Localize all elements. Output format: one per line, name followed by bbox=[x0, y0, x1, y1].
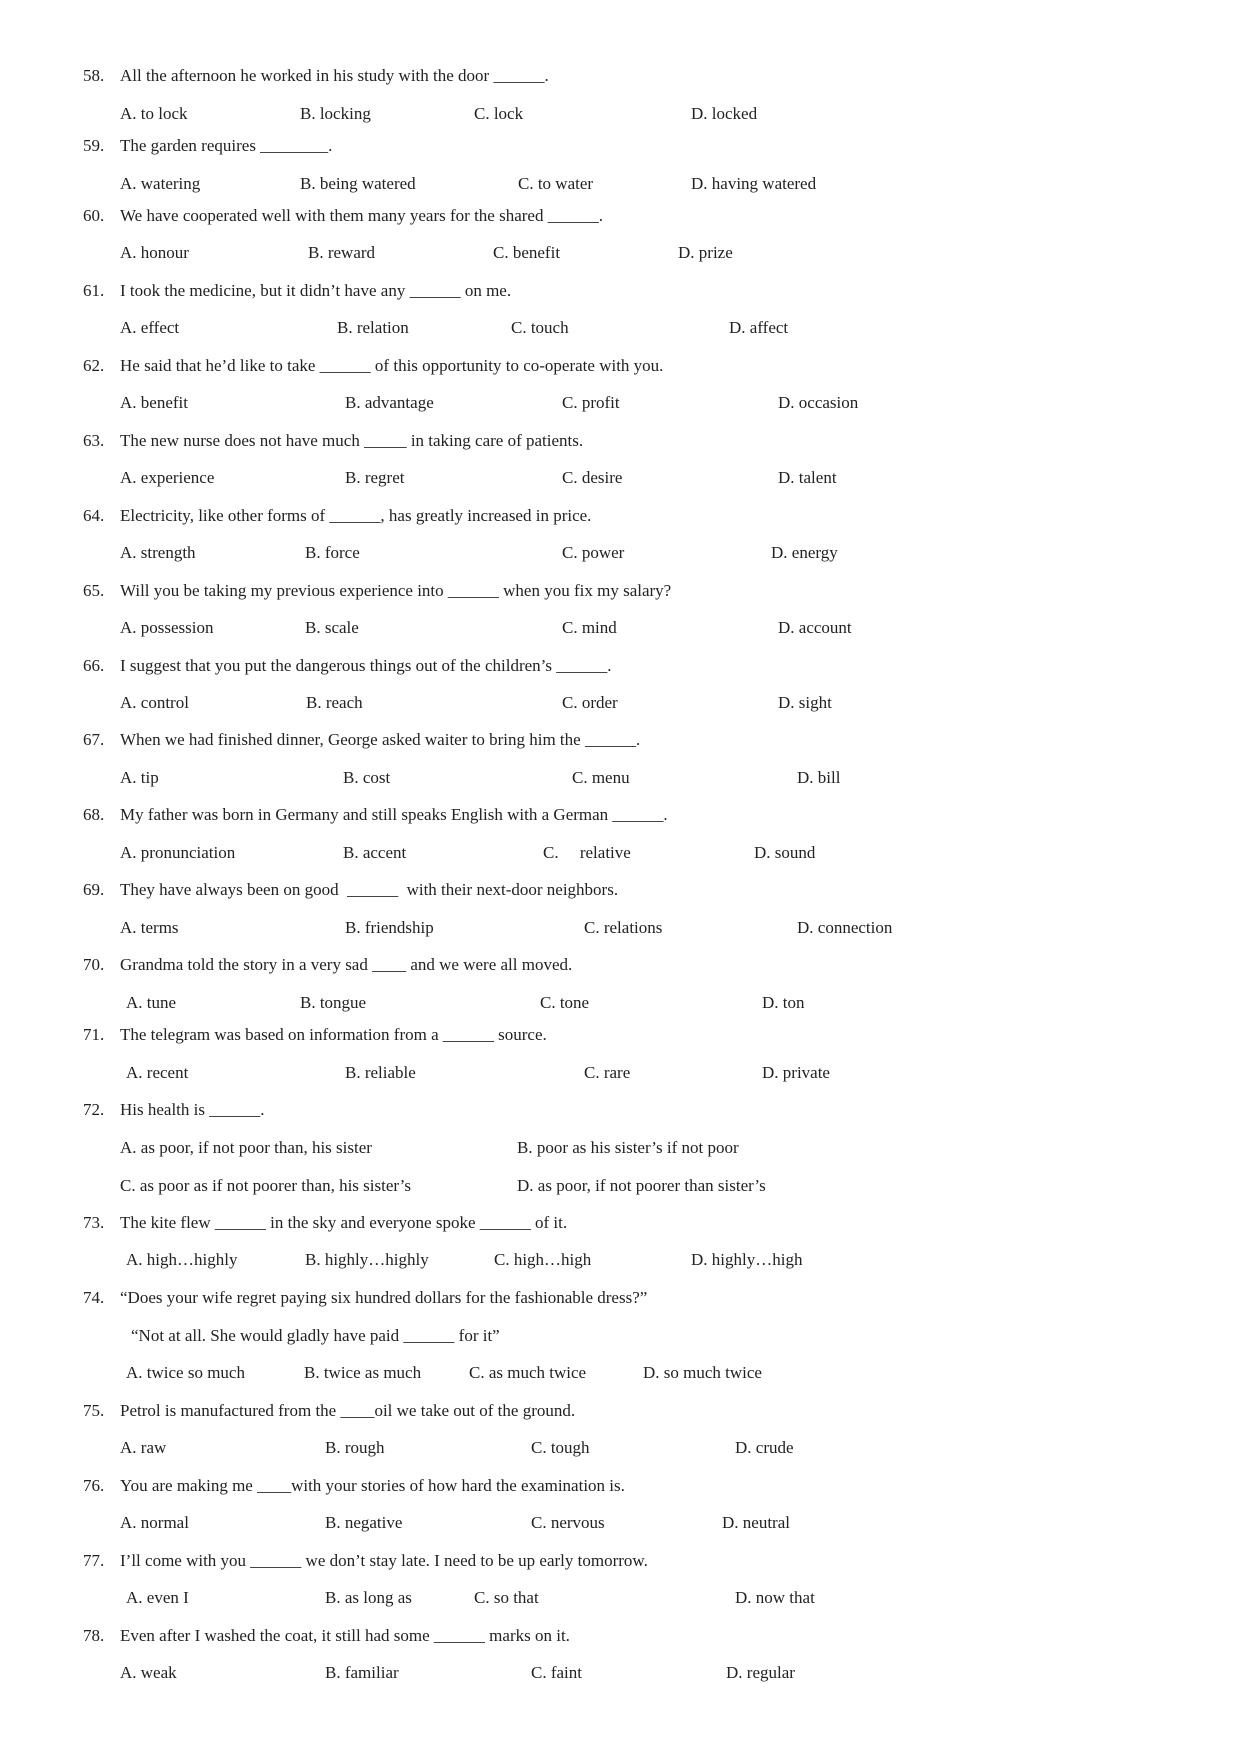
option-b[interactable]: B. locking bbox=[300, 104, 371, 123]
option-b[interactable]: B. highly…highly bbox=[305, 1250, 429, 1269]
option-c[interactable]: C. menu bbox=[572, 768, 630, 787]
question-number: 71. bbox=[83, 1025, 105, 1044]
option-d[interactable]: D. energy bbox=[771, 543, 838, 562]
option-b[interactable]: B. reward bbox=[308, 243, 376, 262]
option-a[interactable]: A. raw bbox=[120, 1438, 167, 1457]
option-d[interactable]: D. regular bbox=[726, 1663, 795, 1682]
option-c[interactable]: C. tough bbox=[531, 1438, 590, 1457]
option-c[interactable]: C. touch bbox=[511, 318, 569, 337]
option-d[interactable]: D. now that bbox=[735, 1588, 815, 1607]
option-b[interactable]: B. reliable bbox=[345, 1063, 416, 1082]
option-a[interactable]: A. strength bbox=[120, 543, 196, 562]
option-c[interactable]: C. benefit bbox=[493, 243, 561, 262]
question-stem: The new nurse does not have much _____ in taking care of patients. bbox=[120, 431, 584, 450]
question-number: 74. bbox=[83, 1288, 105, 1307]
option-b[interactable]: B. cost bbox=[343, 768, 391, 787]
question-stem: I’ll come with you ______ we don’t stay late. I need to be up early tomorrow. bbox=[120, 1551, 648, 1570]
option-d[interactable]: D. connection bbox=[797, 918, 893, 937]
option-c[interactable]: C. profit bbox=[562, 393, 620, 412]
question-number: 67. bbox=[83, 730, 105, 749]
option-b[interactable]: B. as long as bbox=[325, 1588, 412, 1607]
option-a[interactable]: A. possession bbox=[120, 618, 214, 637]
option-d[interactable]: D. ton bbox=[762, 993, 805, 1012]
option-a[interactable]: A. watering bbox=[120, 174, 201, 193]
option-b[interactable]: B. poor as his sister’s if not poor bbox=[517, 1138, 739, 1157]
option-d[interactable]: D. private bbox=[762, 1063, 830, 1082]
question-stem: When we had finished dinner, George asked waiter to bring him the ______. bbox=[120, 730, 641, 749]
question-number: 64. bbox=[83, 506, 105, 525]
question-number: 73. bbox=[83, 1213, 105, 1232]
question-stem: Electricity, like other forms of ______, has greatly increased in price. bbox=[120, 506, 592, 525]
question-number: 78. bbox=[83, 1626, 105, 1645]
question-number: 59. bbox=[83, 136, 105, 155]
option-b[interactable]: B. friendship bbox=[345, 918, 434, 937]
option-a[interactable]: A. high…highly bbox=[126, 1250, 238, 1269]
option-d[interactable]: D. affect bbox=[729, 318, 789, 337]
option-b[interactable]: B. familiar bbox=[325, 1663, 399, 1682]
option-d[interactable]: D. occasion bbox=[778, 393, 859, 412]
option-c[interactable]: C. mind bbox=[562, 618, 617, 637]
option-c[interactable]: C. so that bbox=[474, 1588, 539, 1607]
question-number: 69. bbox=[83, 880, 105, 899]
question-stem: The garden requires ________. bbox=[120, 136, 333, 155]
option-d[interactable]: D. as poor, if not poorer than sister’s bbox=[517, 1176, 766, 1195]
option-a[interactable]: A. effect bbox=[120, 318, 180, 337]
option-d[interactable]: D. so much twice bbox=[643, 1363, 762, 1382]
option-a[interactable]: A. control bbox=[120, 693, 189, 712]
option-a[interactable]: A. weak bbox=[120, 1663, 177, 1682]
option-a[interactable]: A. pronunciation bbox=[120, 843, 236, 862]
question-number: 68. bbox=[83, 805, 105, 824]
option-c[interactable]: C. as much twice bbox=[469, 1363, 587, 1382]
option-c[interactable]: C. tone bbox=[540, 993, 590, 1012]
option-d[interactable]: D. sight bbox=[778, 693, 832, 712]
option-c[interactable]: C. rare bbox=[584, 1063, 631, 1082]
question-stem: The kite flew ______ in the sky and everyone spoke ______ of it. bbox=[120, 1213, 568, 1232]
option-c[interactable]: C. desire bbox=[562, 468, 623, 487]
option-c[interactable]: C. to water bbox=[518, 174, 594, 193]
option-a[interactable]: A. as poor, if not poor than, his sister bbox=[120, 1138, 372, 1157]
option-c[interactable]: C. faint bbox=[531, 1663, 582, 1682]
option-a[interactable]: A. twice so much bbox=[126, 1363, 245, 1382]
option-d[interactable]: D. crude bbox=[735, 1438, 794, 1457]
question-stem: He said that he’d like to take ______ of this opportunity to co-operate with you. bbox=[120, 356, 664, 375]
question-number: 75. bbox=[83, 1401, 105, 1420]
option-b[interactable]: B. rough bbox=[325, 1438, 385, 1457]
option-b[interactable]: B. accent bbox=[343, 843, 407, 862]
option-b[interactable]: B. relation bbox=[337, 318, 409, 337]
option-c[interactable]: C. lock bbox=[474, 104, 524, 123]
option-b[interactable]: B. reach bbox=[306, 693, 363, 712]
option-d[interactable]: D. locked bbox=[691, 104, 758, 123]
option-a[interactable]: A. tip bbox=[120, 768, 159, 787]
option-b[interactable]: B. scale bbox=[305, 618, 359, 637]
option-a[interactable]: A. benefit bbox=[120, 393, 188, 412]
option-a[interactable]: A. experience bbox=[120, 468, 215, 487]
question-stem: My father was born in Germany and still speaks English with a German ______. bbox=[120, 805, 668, 824]
option-c[interactable]: C. nervous bbox=[531, 1513, 605, 1532]
question-stem: His health is ______. bbox=[120, 1100, 265, 1119]
question-stem: I suggest that you put the dangerous things out of the children’s ______. bbox=[120, 656, 612, 675]
question-stem: All the afternoon he worked in his study with the door ______. bbox=[120, 66, 549, 85]
question-stem: Will you be taking my previous experience into ______ when you fix my salary? bbox=[120, 581, 672, 600]
option-a[interactable]: A. recent bbox=[126, 1063, 189, 1082]
question-number: 60. bbox=[83, 206, 105, 225]
question-number: 66. bbox=[83, 656, 105, 675]
question-number: 77. bbox=[83, 1551, 105, 1570]
question-number: 58. bbox=[83, 66, 105, 85]
question-number: 72. bbox=[83, 1100, 105, 1119]
question-stem: We have cooperated well with them many years for the shared ______. bbox=[120, 206, 603, 225]
question-stem: You are making me ____with your stories of how hard the examination is. bbox=[120, 1476, 625, 1495]
option-a[interactable]: A. even I bbox=[126, 1588, 189, 1607]
question-number: 65. bbox=[83, 581, 105, 600]
option-d[interactable]: D. highly…high bbox=[691, 1250, 803, 1269]
option-c[interactable]: C. relative bbox=[543, 843, 631, 862]
option-a[interactable]: A. tune bbox=[126, 993, 177, 1012]
question-stem: Petrol is manufactured from the ____oil we take out of the ground. bbox=[120, 1401, 576, 1420]
question-stem-reply: “Not at all. She would gladly have paid ______ for it” bbox=[131, 1326, 500, 1345]
question-stem: Grandma told the story in a very sad ____ and we were all moved. bbox=[120, 955, 573, 974]
option-a[interactable]: A. to lock bbox=[120, 104, 188, 123]
option-c[interactable]: C. relations bbox=[584, 918, 663, 937]
option-c[interactable]: C. power bbox=[562, 543, 625, 562]
question-stem: “Does your wife regret paying six hundred dollars for the fashionable dress?” bbox=[120, 1288, 648, 1307]
option-b[interactable]: B. negative bbox=[325, 1513, 403, 1532]
question-number: 61. bbox=[83, 281, 105, 300]
option-d[interactable]: D. having watered bbox=[691, 174, 817, 193]
option-b[interactable]: B. force bbox=[305, 543, 360, 562]
option-a[interactable]: A. honour bbox=[120, 243, 189, 262]
option-d[interactable]: D. sound bbox=[754, 843, 816, 862]
question-stem: The telegram was based on information from a ______ source. bbox=[120, 1025, 547, 1044]
option-b[interactable]: B. being watered bbox=[300, 174, 416, 193]
option-b[interactable]: B. twice as much bbox=[304, 1363, 422, 1382]
option-d[interactable]: D. neutral bbox=[722, 1513, 790, 1532]
option-a[interactable]: A. terms bbox=[120, 918, 179, 937]
question-stem: They have always been on good ______ with their next-door neighbors. bbox=[120, 880, 619, 899]
question-number: 62. bbox=[83, 356, 105, 375]
option-c[interactable]: C. high…high bbox=[494, 1250, 592, 1269]
option-d[interactable]: D. account bbox=[778, 618, 852, 637]
question-number: 63. bbox=[83, 431, 105, 450]
option-c[interactable]: C. as poor as if not poorer than, his sister’s bbox=[120, 1176, 412, 1195]
question-stem: Even after I washed the coat, it still had some ______ marks on it. bbox=[120, 1626, 570, 1645]
option-b[interactable]: B. regret bbox=[345, 468, 405, 487]
option-b[interactable]: B. tongue bbox=[300, 993, 367, 1012]
question-stem: I took the medicine, but it didn’t have any ______ on me. bbox=[120, 281, 512, 300]
option-d[interactable]: D. talent bbox=[778, 468, 837, 487]
option-a[interactable]: A. normal bbox=[120, 1513, 189, 1532]
option-c[interactable]: C. order bbox=[562, 693, 618, 712]
option-d[interactable]: D. bill bbox=[797, 768, 841, 787]
question-number: 70. bbox=[83, 955, 105, 974]
question-number: 76. bbox=[83, 1476, 105, 1495]
option-d[interactable]: D. prize bbox=[678, 243, 733, 262]
option-b[interactable]: B. advantage bbox=[345, 393, 434, 412]
